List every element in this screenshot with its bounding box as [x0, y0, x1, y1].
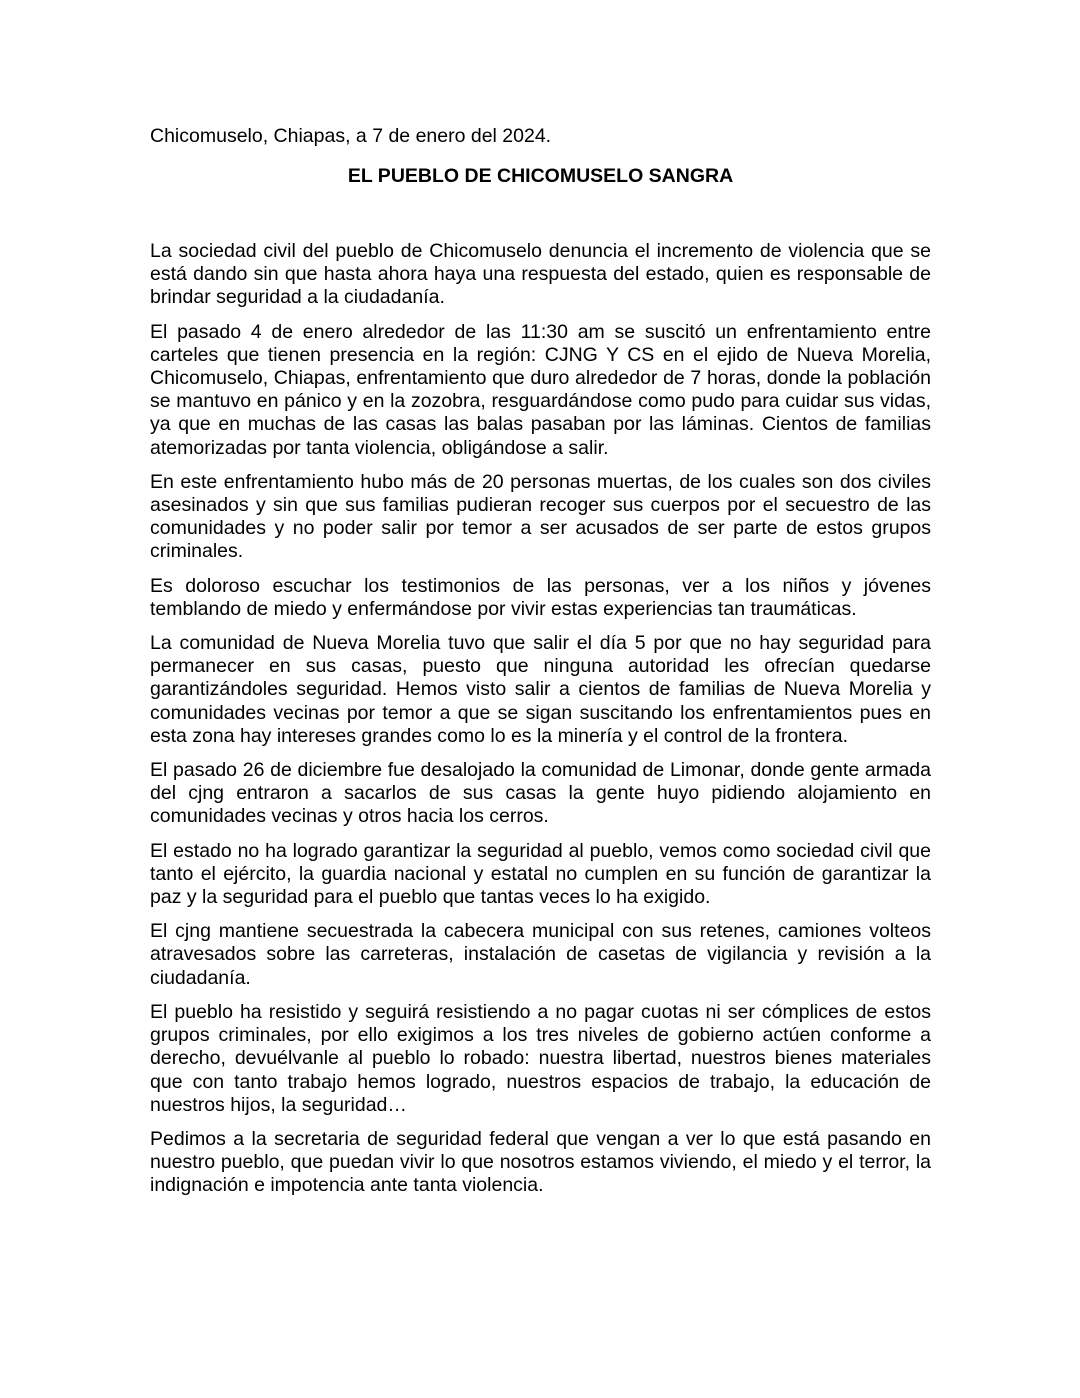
dateline: Chicomuselo, Chiapas, a 7 de enero del 2024. [150, 125, 552, 147]
document-title: EL PUEBLO DE CHICOMUSELO SANGRA [347, 165, 734, 187]
paragraph-3: En este enfrentamiento hubo más de 20 personas muertas, de los cuales son dos civiles asesinados y sin que sus familias pudieran recoger sus cuerpos por el secuestro de las comunidades y no poder salir por temor a ser acusados de ser parte de estos grupos criminales. [150, 470, 931, 563]
document-page [150, 124, 931, 1209]
paragraph-1: La sociedad civil del pueblo de Chicomuselo denuncia el incremento de violencia que se está dando sin que hasta ahora haya una respuesta del estado, quien es responsable de brindar seguridad a la ciudadanía. [150, 240, 931, 309]
paragraph-9: El pueblo ha resistido y seguirá resistiendo a no pagar cuotas ni ser cómplices de estos grupos criminales, por ello exigimos a los tres niveles de gobierno actúen conforme a derecho, devuélvanle al pueblo lo robado: nuestra libertad, nuestros bienes materiales que con tanto trabajo hemos logrado, nuestros espacios de trabajo, la educación de nuestros hijos, la seguridad… [150, 1000, 931, 1116]
paragraph-4: Es doloroso escuchar los testimonios de las personas, ver a los niños y jóvenes temblando de miedo y enfermándose por vivir estas experiencias tan traumáticas. [150, 574, 931, 620]
paragraph-8: El cjng mantiene secuestrada la cabecera municipal con sus retenes, camiones volteos atravesados sobre las carreteras, instalación de casetas de vigilancia y revisión a la ciudadanía. [150, 920, 931, 989]
paragraph-6: El pasado 26 de diciembre fue desalojado la comunidad de Limonar, donde gente armada del cjng entraron a sacarlos de sus casas la gente huyo pidiendo alojamiento en comunidades vecinas y otros hacia los cerros. [150, 759, 931, 828]
document-body [150, 240, 931, 1198]
paragraph-2: El pasado 4 de enero alrededor de las 11:30 am se suscitó un enfrentamiento entre carteles que tienen presencia en la región: CJNG Y CS en el ejido de Nueva Morelia, Chicomuselo, Chiapas, enfrentamiento que duro alrededor de 7 horas, donde la población se mantuvo en pánico y en la zozobra, resguardándose como pudo para cuidar sus vidas, ya que en muchas de las casas las balas pasaban por las láminas. Cientos de familias atemorizadas por tanta violencia, obligándose a salir. [150, 320, 931, 459]
paragraph-5: La comunidad de Nueva Morelia tuvo que salir el día 5 por que no hay seguridad para permanecer en sus casas, puesto que ninguna autoridad les ofrecían quedarse garantizándoles seguridad. Hemos visto salir a cientos de familias de Nueva Morelia y comunidades vecinas por temor a que se sigan suscitando los enfrentamientos pues en esta zona hay intereses grandes como lo es la minería y el control de la frontera. [150, 632, 931, 747]
paragraph-10: Pedimos a la secretaria de seguridad federal que vengan a ver lo que está pasando en nuestro pueblo, que puedan vivir lo que nosotros estamos viviendo, el miedo y el terror, la indignación e impotencia ante tanta violencia. [150, 1127, 931, 1197]
paragraph-7: El estado no ha logrado garantizar la seguridad al pueblo, vemos como sociedad civil que tanto el ejército, la guardia nacional y estatal no cumplen en su función de garantizar la paz y la seguridad para el pueblo que tantas veces lo ha exigido. [150, 839, 931, 909]
